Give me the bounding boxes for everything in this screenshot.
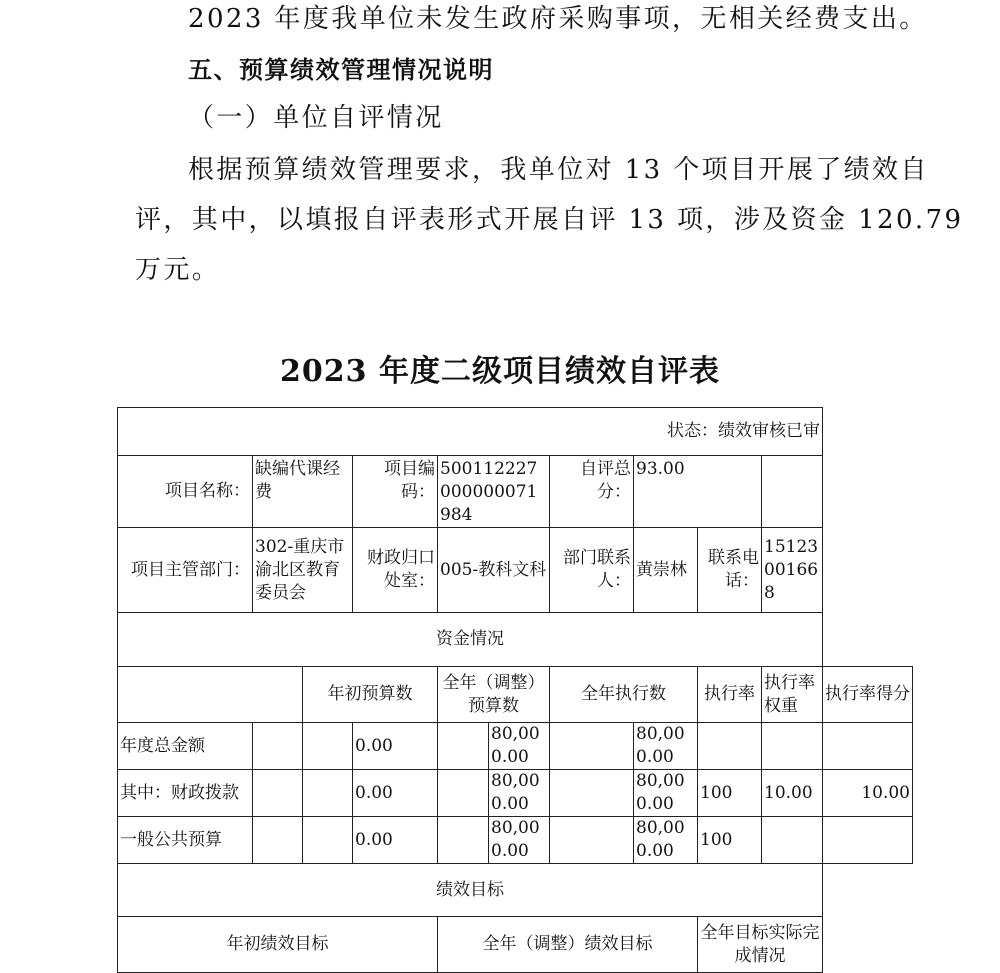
paragraph-self-eval-line2: 评，其中，以填报自评表形式开展自评 13 项，涉及资金 120.79 xyxy=(135,205,964,235)
rate-value xyxy=(698,723,762,770)
col-adjusted-budget: 全年（调整）预算数 xyxy=(438,667,550,723)
col-executed: 全年执行数 xyxy=(550,667,698,723)
dept-value: 302-重庆市渝北区教育委员会 xyxy=(253,528,353,613)
contact-label: 部门联系人： xyxy=(550,528,634,613)
empty-cell xyxy=(438,723,489,770)
score-label: 自评总分： xyxy=(550,456,634,528)
paragraph-no-procurement: 2023 年度我单位未发生政府采购事项，无相关经费支出。 xyxy=(188,4,928,34)
funds-columns-row xyxy=(118,667,913,723)
funds-header: 资金情况 xyxy=(118,613,823,667)
adjusted-value: 80,000.00 xyxy=(489,770,550,817)
info-row-1 xyxy=(118,456,913,528)
empty-cell xyxy=(118,667,303,723)
score-value: 10.00 xyxy=(823,770,913,817)
table-title: 2023 年度二级项目绩效自评表 xyxy=(280,354,720,389)
col-rate-score: 执行率得分 xyxy=(823,667,913,723)
initial-value: 0.00 xyxy=(353,770,438,817)
rate-value: 100 xyxy=(698,817,762,864)
section-heading-performance: 五、预算绩效管理情况说明 xyxy=(188,56,494,84)
perf-header-row xyxy=(118,864,913,917)
funds-row-total xyxy=(118,723,913,770)
perf-header: 绩效目标 xyxy=(118,864,823,917)
col-initial-goal: 年初绩效目标 xyxy=(118,917,438,973)
contact-value: 黄崇林 xyxy=(634,528,698,613)
adjusted-value: 80,000.00 xyxy=(489,817,550,864)
funds-row-fiscal xyxy=(118,770,913,817)
weight-value xyxy=(762,723,823,770)
project-code-label: 项目编码： xyxy=(353,456,438,528)
phone-label: 联系电话： xyxy=(698,528,762,613)
score-value xyxy=(823,817,913,864)
paragraph-self-eval-line3: 万元。 xyxy=(135,255,221,285)
empty-cell xyxy=(303,770,353,817)
status-row xyxy=(118,408,913,456)
info-row-2 xyxy=(118,528,913,613)
col-initial-budget: 年初预算数 xyxy=(303,667,438,723)
status-text: 状态：绩效审核已审 xyxy=(118,408,823,456)
initial-value: 0.00 xyxy=(353,723,438,770)
rate-value: 100 xyxy=(698,770,762,817)
initial-value: 0.00 xyxy=(353,817,438,864)
executed-value: 80,000.00 xyxy=(634,817,698,864)
empty-cell xyxy=(550,770,634,817)
subsection-heading-self-eval: （一）单位自评情况 xyxy=(188,103,444,133)
empty-cell xyxy=(303,817,353,864)
empty-cell xyxy=(438,770,489,817)
empty-cell xyxy=(303,723,353,770)
empty-cell xyxy=(253,817,303,864)
executed-value: 80,000.00 xyxy=(634,770,698,817)
empty-cell xyxy=(762,456,823,528)
project-name-value: 缺编代课经费 xyxy=(253,456,353,528)
funds-header-row xyxy=(118,613,913,667)
col-rate-weight: 执行率权重 xyxy=(762,667,823,723)
weight-value xyxy=(762,817,823,864)
score-value xyxy=(823,723,913,770)
col-adjusted-goal: 全年（调整）绩效目标 xyxy=(438,917,698,973)
self-evaluation-table xyxy=(117,407,913,973)
empty-cell xyxy=(550,817,634,864)
paragraph-self-eval-line1: 根据预算绩效管理要求，我单位对 13 个项目开展了绩效自 xyxy=(188,155,929,185)
project-name-label: 项目名称： xyxy=(118,456,253,528)
weight-value: 10.00 xyxy=(762,770,823,817)
empty-cell xyxy=(253,723,303,770)
row-label: 年度总金额 xyxy=(118,723,253,770)
perf-columns-row xyxy=(118,917,913,973)
executed-value: 80,000.00 xyxy=(634,723,698,770)
col-exec-rate: 执行率 xyxy=(698,667,762,723)
score-value: 93.00 xyxy=(634,456,762,528)
empty-cell xyxy=(438,817,489,864)
empty-cell xyxy=(550,723,634,770)
dept-label: 项目主管部门： xyxy=(118,528,253,613)
project-code-value: 500112227000000071984 xyxy=(438,456,550,528)
funds-row-general-budget xyxy=(118,817,913,864)
col-actual-completion: 全年目标实际完成情况 xyxy=(698,917,823,973)
empty-cell xyxy=(253,770,303,817)
finance-label: 财政归口处室： xyxy=(353,528,438,613)
row-label: 其中：财政拨款 xyxy=(118,770,253,817)
phone-value: 15123001668 xyxy=(762,528,823,613)
adjusted-value: 80,000.00 xyxy=(489,723,550,770)
finance-value: 005-教科文科 xyxy=(438,528,550,613)
row-label: 一般公共预算 xyxy=(118,817,253,864)
